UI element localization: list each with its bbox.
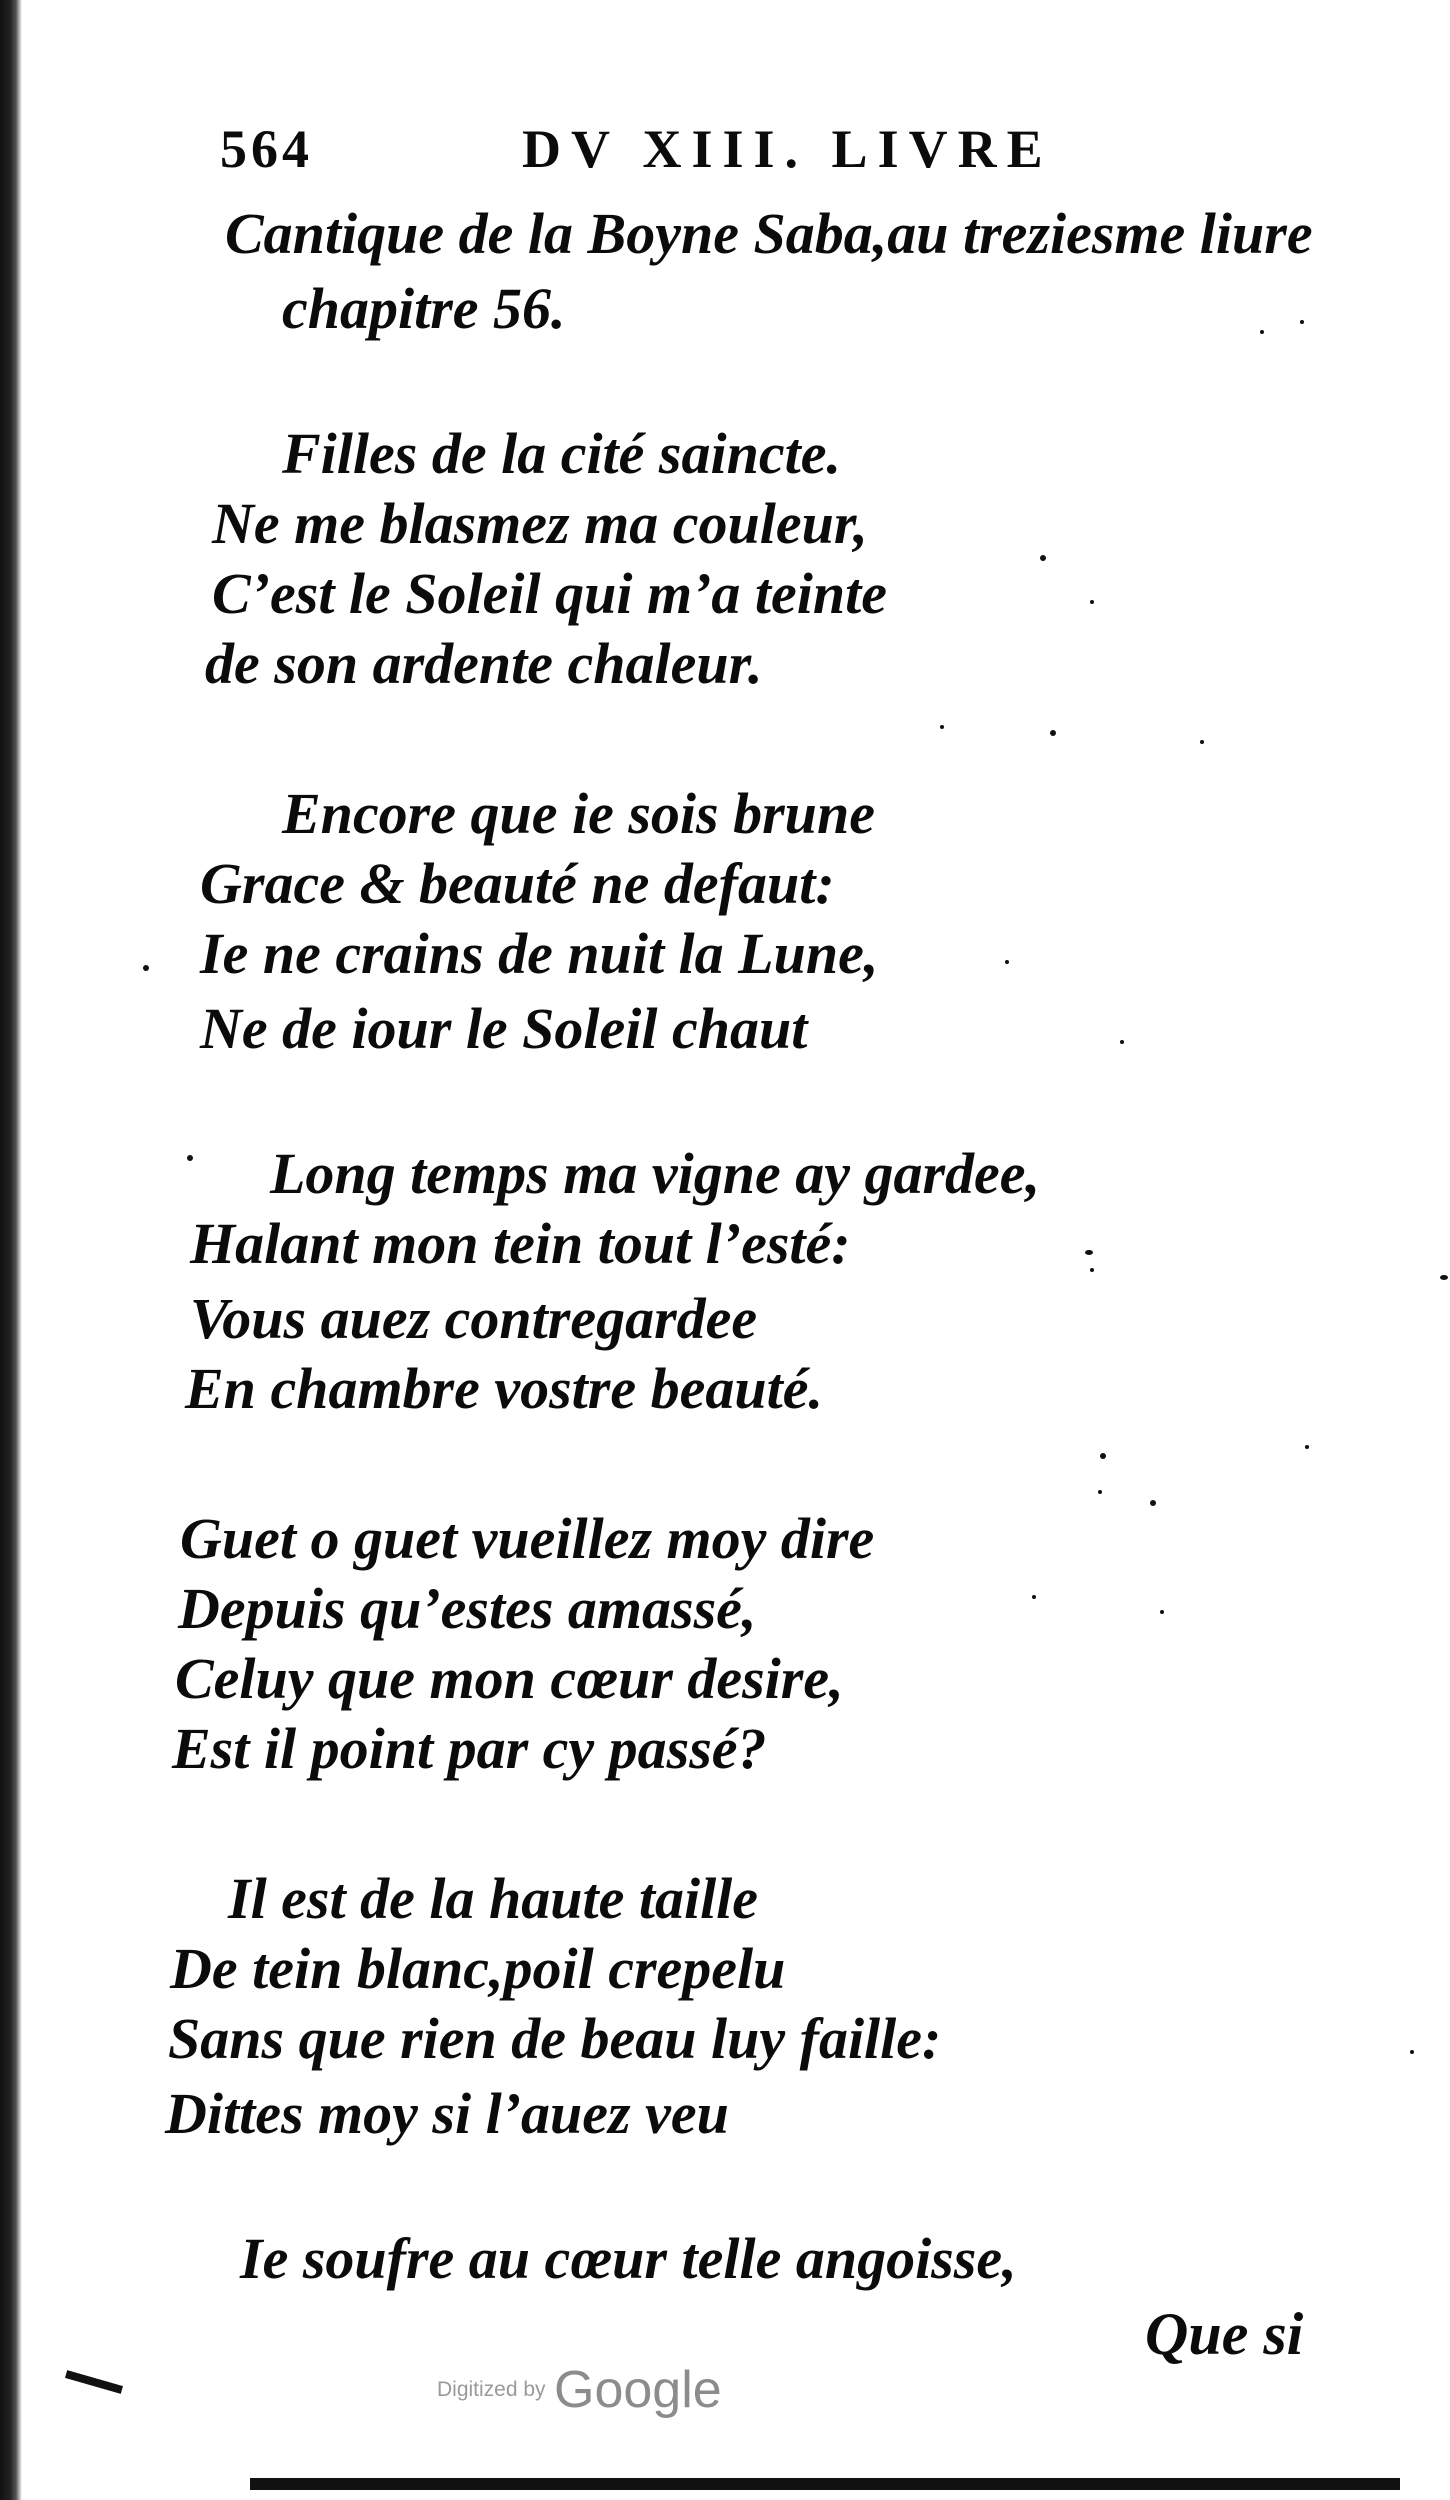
song-title-chapter: chapitre 56. <box>282 276 566 341</box>
verse-line: Sans que rien de beau luy faille: <box>168 2006 942 2071</box>
print-speck <box>1300 320 1304 324</box>
print-speck <box>1100 1453 1106 1459</box>
page-number: 564 <box>220 119 313 179</box>
verse-line: Guet o guet vueillez moy dire <box>180 1506 875 1571</box>
print-speck <box>1200 740 1204 744</box>
verse-line: Depuis qu’estes amassé, <box>178 1576 757 1641</box>
print-speck <box>187 1155 193 1161</box>
print-speck <box>940 725 944 729</box>
watermark-prefix: Digitized by <box>437 2378 546 2401</box>
print-speck <box>1260 330 1264 334</box>
song-title: Cantique de la Boyne Saba,au treziesme liure <box>225 201 1313 266</box>
verse-line: Vous auez contregardee <box>190 1286 758 1351</box>
print-speck <box>1032 1595 1036 1599</box>
verse-line: Ie ne crains de nuit la Lune, <box>200 921 879 986</box>
print-speck <box>1150 1500 1156 1506</box>
verse-line: de son ardente chaleur. <box>205 631 763 696</box>
verse-line: En chambre vostre beauté. <box>185 1356 823 1421</box>
print-speck <box>1085 1250 1093 1255</box>
print-speck <box>1090 1268 1094 1272</box>
print-speck <box>1040 555 1046 561</box>
print-speck <box>143 965 149 971</box>
digitization-watermark <box>437 2360 722 2420</box>
page-edge-shadow <box>0 0 22 2500</box>
print-speck <box>1098 1490 1102 1494</box>
print-speck <box>1410 2050 1414 2054</box>
print-speck <box>1305 1445 1309 1449</box>
verse-line: Est il point par cy passé? <box>172 1716 767 1781</box>
verse-line: Ne de iour le Soleil chaut <box>200 996 808 1061</box>
verse-line: Long temps ma vigne ay gardee, <box>270 1141 1041 1206</box>
verse-line: De tein blanc,poil crepelu <box>170 1936 786 2001</box>
verse-line: Encore que ie sois brune <box>282 781 875 846</box>
catchword: Que si <box>1145 2301 1304 2367</box>
verse-line: Filles de la cité saincte. <box>282 421 841 486</box>
print-speck <box>1090 600 1094 604</box>
scan-artifact-mark <box>65 2370 123 2394</box>
verse-line: Ie soufre au cœur telle angoisse, <box>240 2226 1017 2291</box>
print-speck <box>1160 1610 1164 1614</box>
verse-line: Halant mon tein tout l’esté: <box>190 1211 851 1276</box>
print-speck <box>1440 1275 1448 1280</box>
verse-line: Il est de la haute taille <box>228 1866 759 1931</box>
watermark-brand: Google <box>554 2361 722 2419</box>
verse-line: Celuy que mon cœur desire, <box>175 1646 844 1711</box>
verse-line: Grace & beauté ne defaut: <box>200 851 835 916</box>
verse-line: Ne me blasmez ma couleur, <box>212 491 868 556</box>
running-title: DV XIII. LIVRE <box>522 119 1053 179</box>
print-speck <box>1050 730 1056 736</box>
verse-line: Dittes moy si l’auez veu <box>165 2081 729 2146</box>
verse-line: C’est le Soleil qui m’a teinte <box>212 561 888 626</box>
print-speck <box>1005 960 1009 964</box>
print-speck <box>1120 1040 1124 1044</box>
scan-artifact-bar <box>250 2478 1400 2490</box>
